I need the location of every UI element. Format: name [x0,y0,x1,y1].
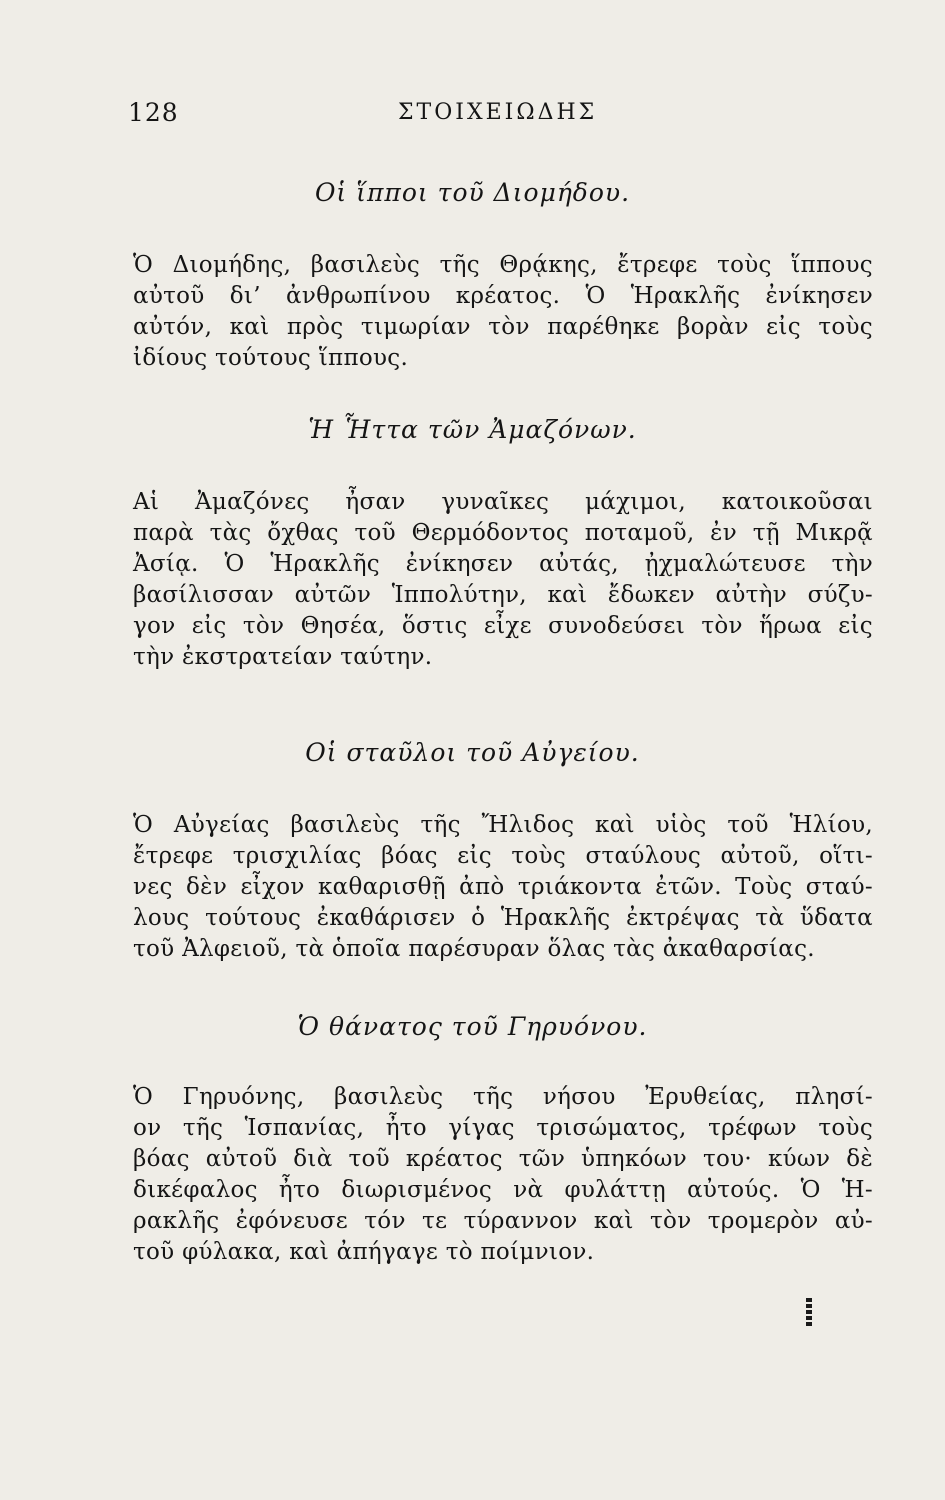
page-number: 128 [128,98,179,127]
text-line: αὐτοῦ δι’ ἀνθρωπίνου κρέατος. Ὁ Ἡρακλῆς ἐνίκησεν [133,283,873,309]
section-heading-augean-stables: Οἱ σταῦλοι τοῦ Αὐγείου. [305,738,640,767]
section-text-amazons [133,487,873,673]
section-text-augean-stables [133,810,873,965]
text-line: νες δὲν εἶχον καθαρισθῇ ἀπὸ τριάκοντα ἐτῶν. Τοὺς σταύ- [133,874,873,900]
text-line: βόας αὐτοῦ διὰ τοῦ κρέατος τῶν ὑπηκόων του· κύων δὲ [133,1146,873,1172]
text-line: ρακλῆς ἐφόνευσε τόν τε τύραννον καὶ τὸν τρομερὸν αὐ- [133,1208,873,1234]
running-title: ΣΤΟΙΧΕΙΩΔΗΣ [398,100,598,125]
text-line: Ὁ Γηρυόνης, βασιλεὺς τῆς νήσου Ἐρυθείας, πλησί- [133,1084,873,1110]
section-heading-amazons: Ἡ Ἧττα τῶν Ἀμαζόνων. [308,415,637,444]
text-line: δικέφαλος ἦτο διωρισμένος νὰ φυλάττῃ αὐτούς. Ὁ Ἡ- [133,1177,873,1203]
section-heading-horses: Οἱ ἵπποι τοῦ Διομήδου. [314,178,631,207]
page-header [128,98,818,138]
print-mark [806,1298,812,1328]
text-line: Ἀσίᾳ. Ὁ Ἡρακλῆς ἐνίκησεν αὐτάς, ᾐχμαλώτευσε τὴν [133,551,873,577]
text-line: Ὁ Αὐγείας βασιλεὺς τῆς Ἤλιδος καὶ υἱὸς τοῦ Ἡλίου, [133,812,873,838]
section-text-horses [133,250,873,374]
text-line: αὐτόν, καὶ πρὸς τιμωρίαν τὸν παρέθηκε βορὰν εἰς τοὺς [133,314,873,340]
text-line: ἔτρεφε τρισχιλίας βόας εἰς τοὺς σταύλους αὐτοῦ, οἵτι- [133,843,873,869]
text-line: τὴν ἐκστρατείαν ταύτην. [133,644,433,670]
section-text-geryon [133,1082,873,1268]
text-line: τοῦ φύλακα, καὶ ἀπήγαγε τὸ ποίμνιον. [133,1239,595,1265]
text-line: Αἱ Ἀμαζόνες ἦσαν γυναῖκες μάχιμοι, κατοικοῦσαι [133,489,873,515]
text-line: τοῦ Ἀλφειοῦ, τὰ ὁποῖα παρέσυραν ὅλας τὰς ἀκαθαρσίας. [133,936,815,962]
text-line: ον τῆς Ἱσπανίας, ἦτο γίγας τρισώματος, τρέφων τοὺς [133,1115,873,1141]
text-line: Ὁ Διομήδης, βασιλεὺς τῆς Θρᾴκης, ἔτρεφε τοὺς ἵππους [133,252,873,278]
text-line: λους τούτους ἐκαθάρισεν ὁ Ἡρακλῆς ἐκτρέψας τὰ ὕδατα [133,905,873,931]
text-line: παρὰ τὰς ὄχθας τοῦ Θερμόδοντος ποταμοῦ, ἐν τῇ Μικρᾷ [133,520,873,546]
text-line: γον εἰς τὸν Θησέα, ὅστις εἶχε συνοδεύσει τὸν ἥρωα εἰς [133,613,873,639]
section-heading-geryon: Ὁ θάνατος τοῦ Γηρυόνου. [297,1012,648,1041]
text-line: ἰδίους τούτους ἵππους. [133,345,409,371]
text-line: βασίλισσαν αὐτῶν Ἱππολύτην, καὶ ἔδωκεν αὐτὴν σύζυ- [133,582,873,608]
